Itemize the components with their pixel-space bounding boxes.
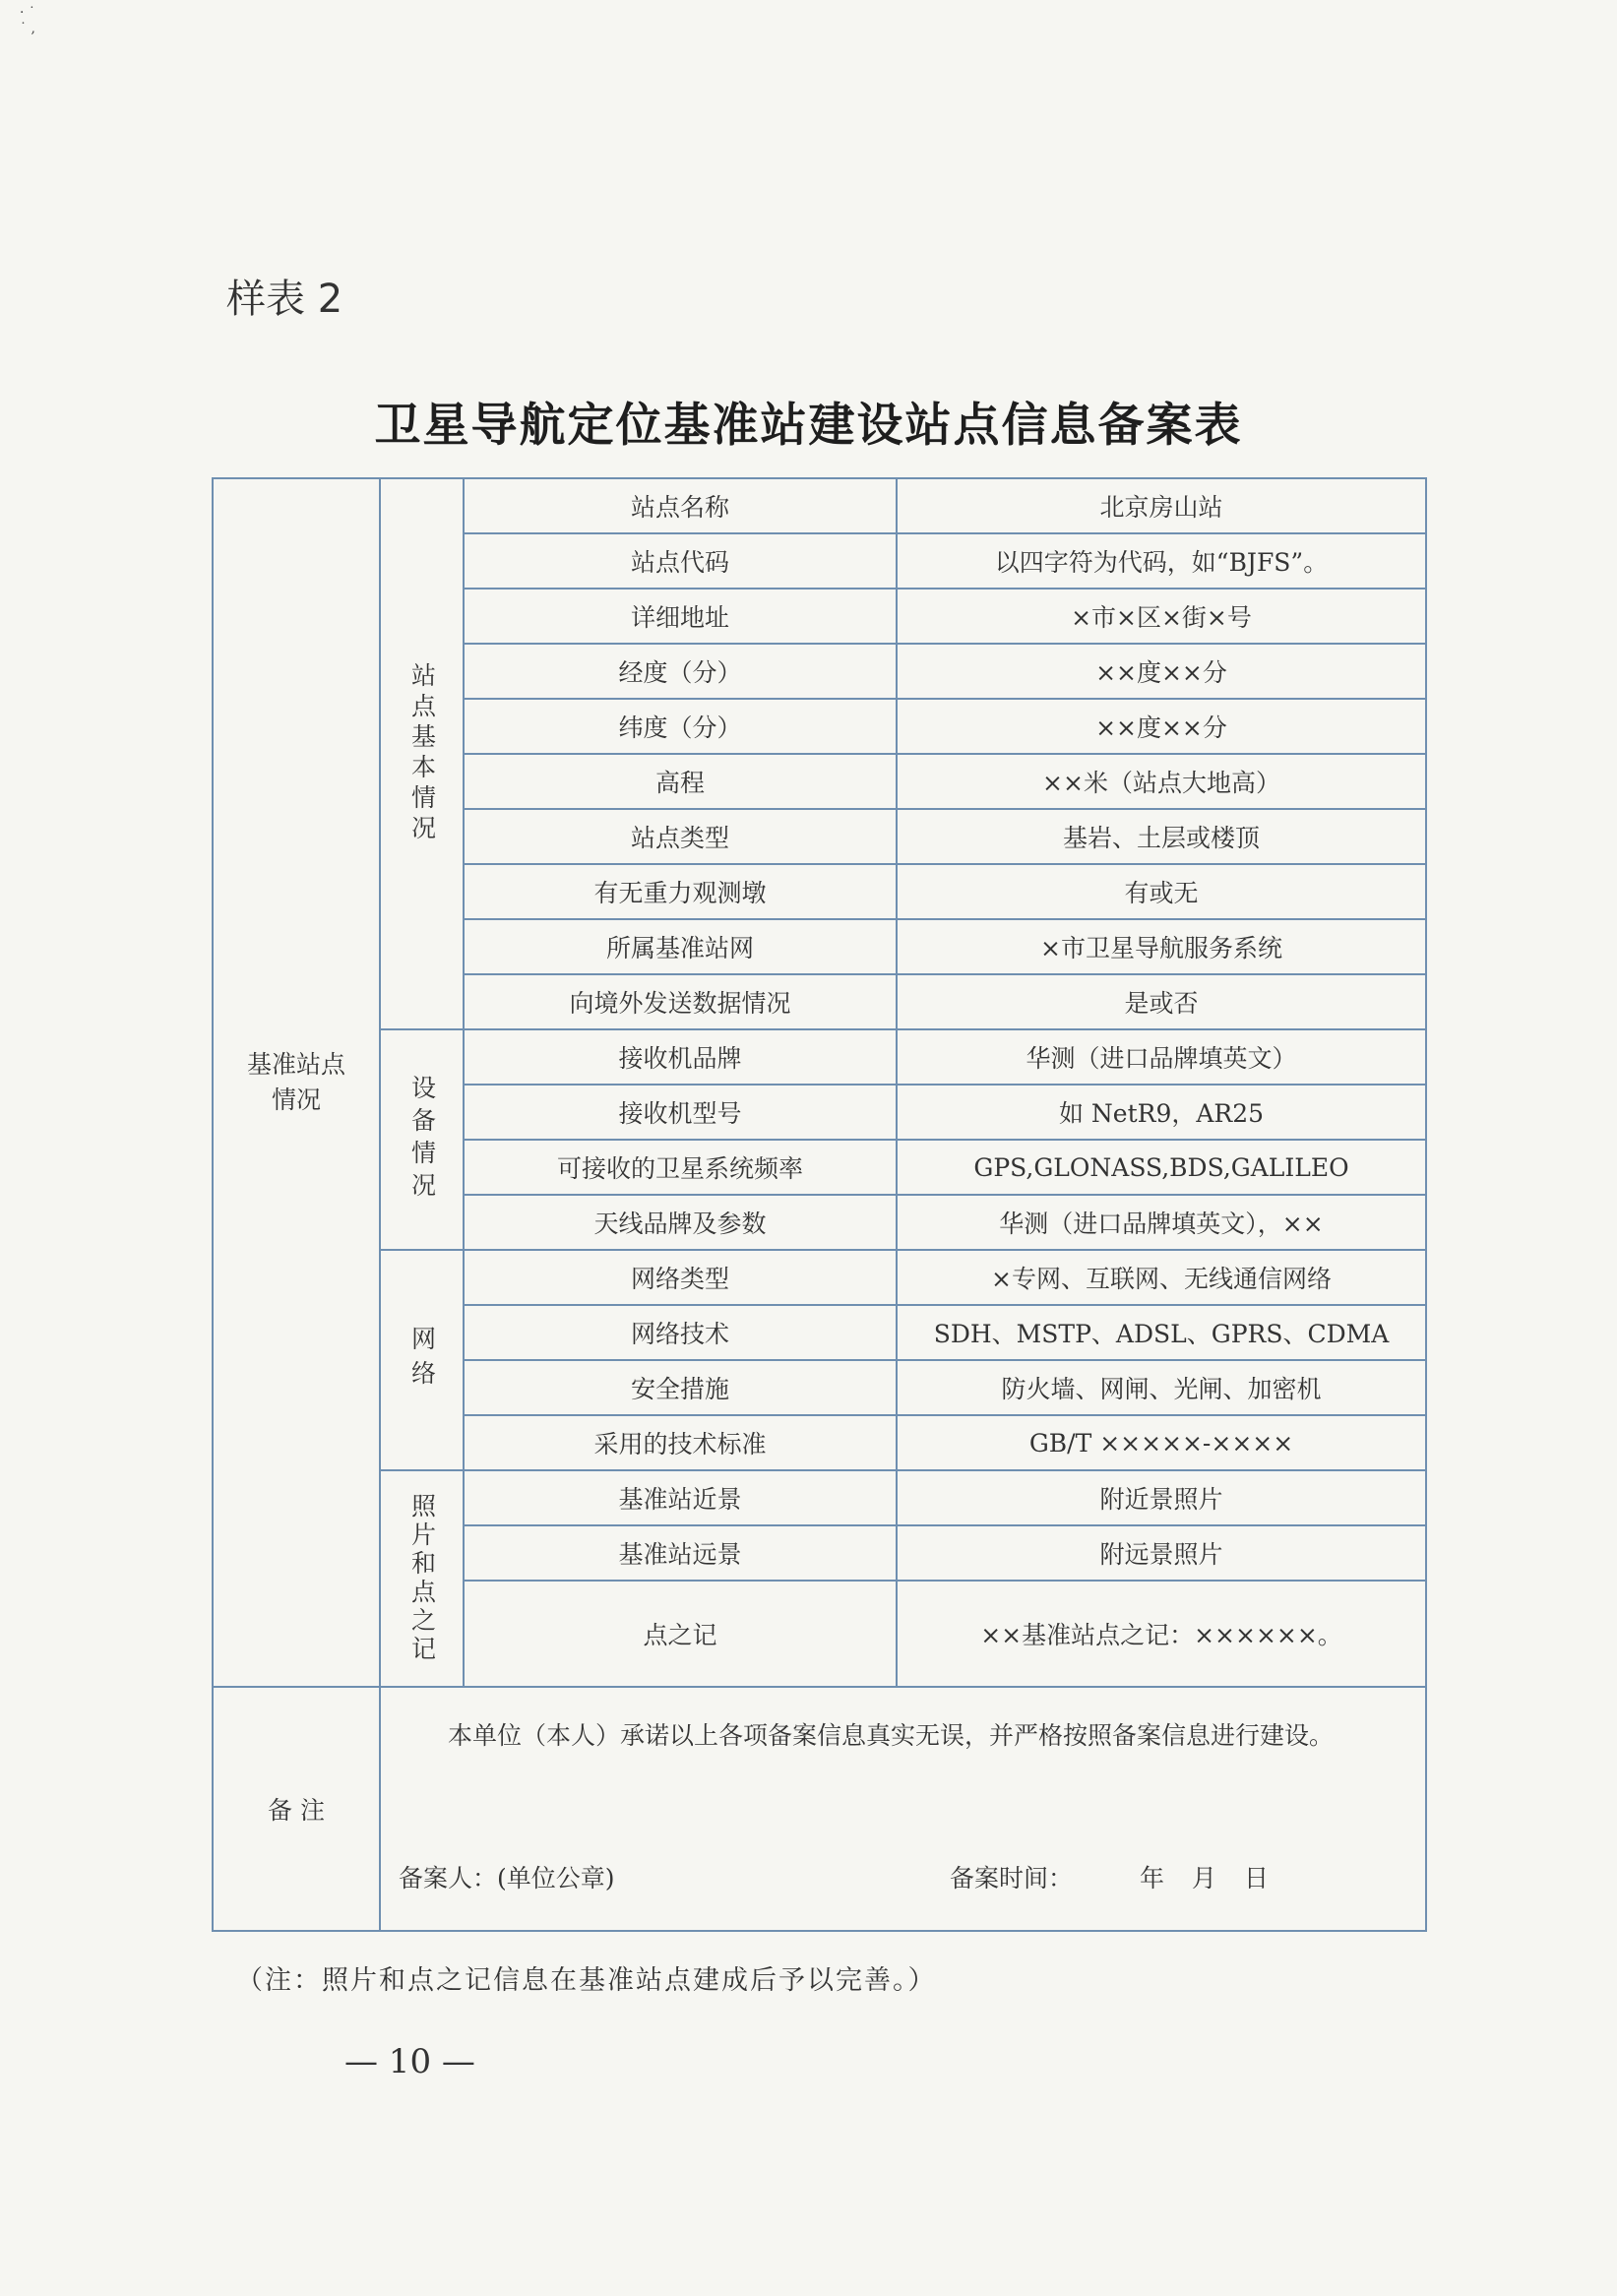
item-value: ××米（站点大地高） <box>897 754 1426 809</box>
item-label: 基准站近景 <box>464 1470 897 1525</box>
item-label: 详细地址 <box>464 589 897 644</box>
commitment-text: 本单位（本人）承诺以上各项备案信息真实无误，并严格按照备案信息进行建设。 <box>448 1721 1335 1750</box>
filing-time <box>950 1859 1269 1894</box>
table-row <box>213 478 1426 533</box>
item-value: ××度××分 <box>897 699 1426 754</box>
signature-row <box>399 1859 1403 1894</box>
item-label: 采用的技术标准 <box>464 1415 897 1470</box>
day-label: 日 <box>1244 1864 1270 1893</box>
group-label-basic: 站点基本情况 <box>380 478 464 1029</box>
item-label: 网络类型 <box>464 1250 897 1305</box>
remarks-content <box>380 1687 1426 1931</box>
item-value: ×市卫星导航服务系统 <box>897 919 1426 974</box>
item-label: 站点类型 <box>464 809 897 864</box>
item-value: 华测（进口品牌填英文） <box>897 1029 1426 1085</box>
item-label: 站点名称 <box>464 478 897 533</box>
sample-label: 样表 2 <box>226 277 343 322</box>
remarks-row <box>213 1687 1426 1931</box>
item-label: 接收机型号 <box>464 1085 897 1140</box>
month-label: 月 <box>1192 1864 1217 1893</box>
item-label: 高程 <box>464 754 897 809</box>
item-label: 向境外发送数据情况 <box>464 974 897 1029</box>
table-row <box>213 1250 1426 1305</box>
item-value: ××度××分 <box>897 644 1426 699</box>
footnote: （注：照片和点之记信息在基准站点建成后予以完善。） <box>236 1965 937 1996</box>
remarks-label: 备 注 <box>213 1687 380 1931</box>
item-label: 天线品牌及参数 <box>464 1195 897 1250</box>
page-number: — 10 — <box>344 2042 475 2081</box>
table-row <box>213 1029 1426 1085</box>
item-value: 是或否 <box>897 974 1426 1029</box>
item-label: 基准站远景 <box>464 1525 897 1581</box>
item-value: 防火墙、网闸、光闸、加密机 <box>897 1360 1426 1415</box>
section-label: 基准站点情况 <box>213 478 380 1687</box>
filing-form-table <box>212 477 1427 1932</box>
item-label: 经度（分） <box>464 644 897 699</box>
item-label: 网络技术 <box>464 1305 897 1360</box>
item-label: 接收机品牌 <box>464 1029 897 1085</box>
item-value: 如 NetR9，AR25 <box>897 1085 1426 1140</box>
item-value: 北京房山站 <box>897 478 1426 533</box>
filing-time-label: 备案时间： <box>950 1864 1074 1893</box>
item-label: 纬度（分） <box>464 699 897 754</box>
item-value: GPS,GLONASS,BDS,GALILEO <box>897 1140 1426 1195</box>
item-label: 所属基准站网 <box>464 919 897 974</box>
item-value: ××基准站点之记：××××××。 <box>897 1581 1426 1687</box>
item-value: 华测（进口品牌填英文），×× <box>897 1195 1426 1250</box>
item-value: 以四字符为代码，如“BJFS”。 <box>897 533 1426 589</box>
item-value: SDH、MSTP、ADSL、GPRS、CDMA <box>897 1305 1426 1360</box>
item-value: 附近景照片 <box>897 1470 1426 1525</box>
group-label-equipment: 设备情况 <box>380 1029 464 1250</box>
item-value: 基岩、土层或楼顶 <box>897 809 1426 864</box>
filer-label: 备案人：(单位公章) <box>399 1864 615 1893</box>
item-value: 附远景照片 <box>897 1525 1426 1581</box>
group-label-photos: 照片和点之记 <box>380 1470 464 1687</box>
item-label: 站点代码 <box>464 533 897 589</box>
item-label: 点之记 <box>464 1581 897 1687</box>
item-value: GB/T ×××××-×××× <box>897 1415 1426 1470</box>
year-label: 年 <box>1140 1864 1165 1893</box>
table-row <box>213 1470 1426 1525</box>
item-value: 有或无 <box>897 864 1426 919</box>
group-label-network: 网络 <box>380 1250 464 1470</box>
item-value: ×市×区×街×号 <box>897 589 1426 644</box>
item-label: 安全措施 <box>464 1360 897 1415</box>
scan-specks: · ˙ ˙ , <box>20 5 35 36</box>
item-label: 有无重力观测墩 <box>464 864 897 919</box>
item-value: ×专网、互联网、无线通信网络 <box>897 1250 1426 1305</box>
document-title: 卫星导航定位基准站建设站点信息备案表 <box>374 399 1243 453</box>
item-label: 可接收的卫星系统频率 <box>464 1140 897 1195</box>
